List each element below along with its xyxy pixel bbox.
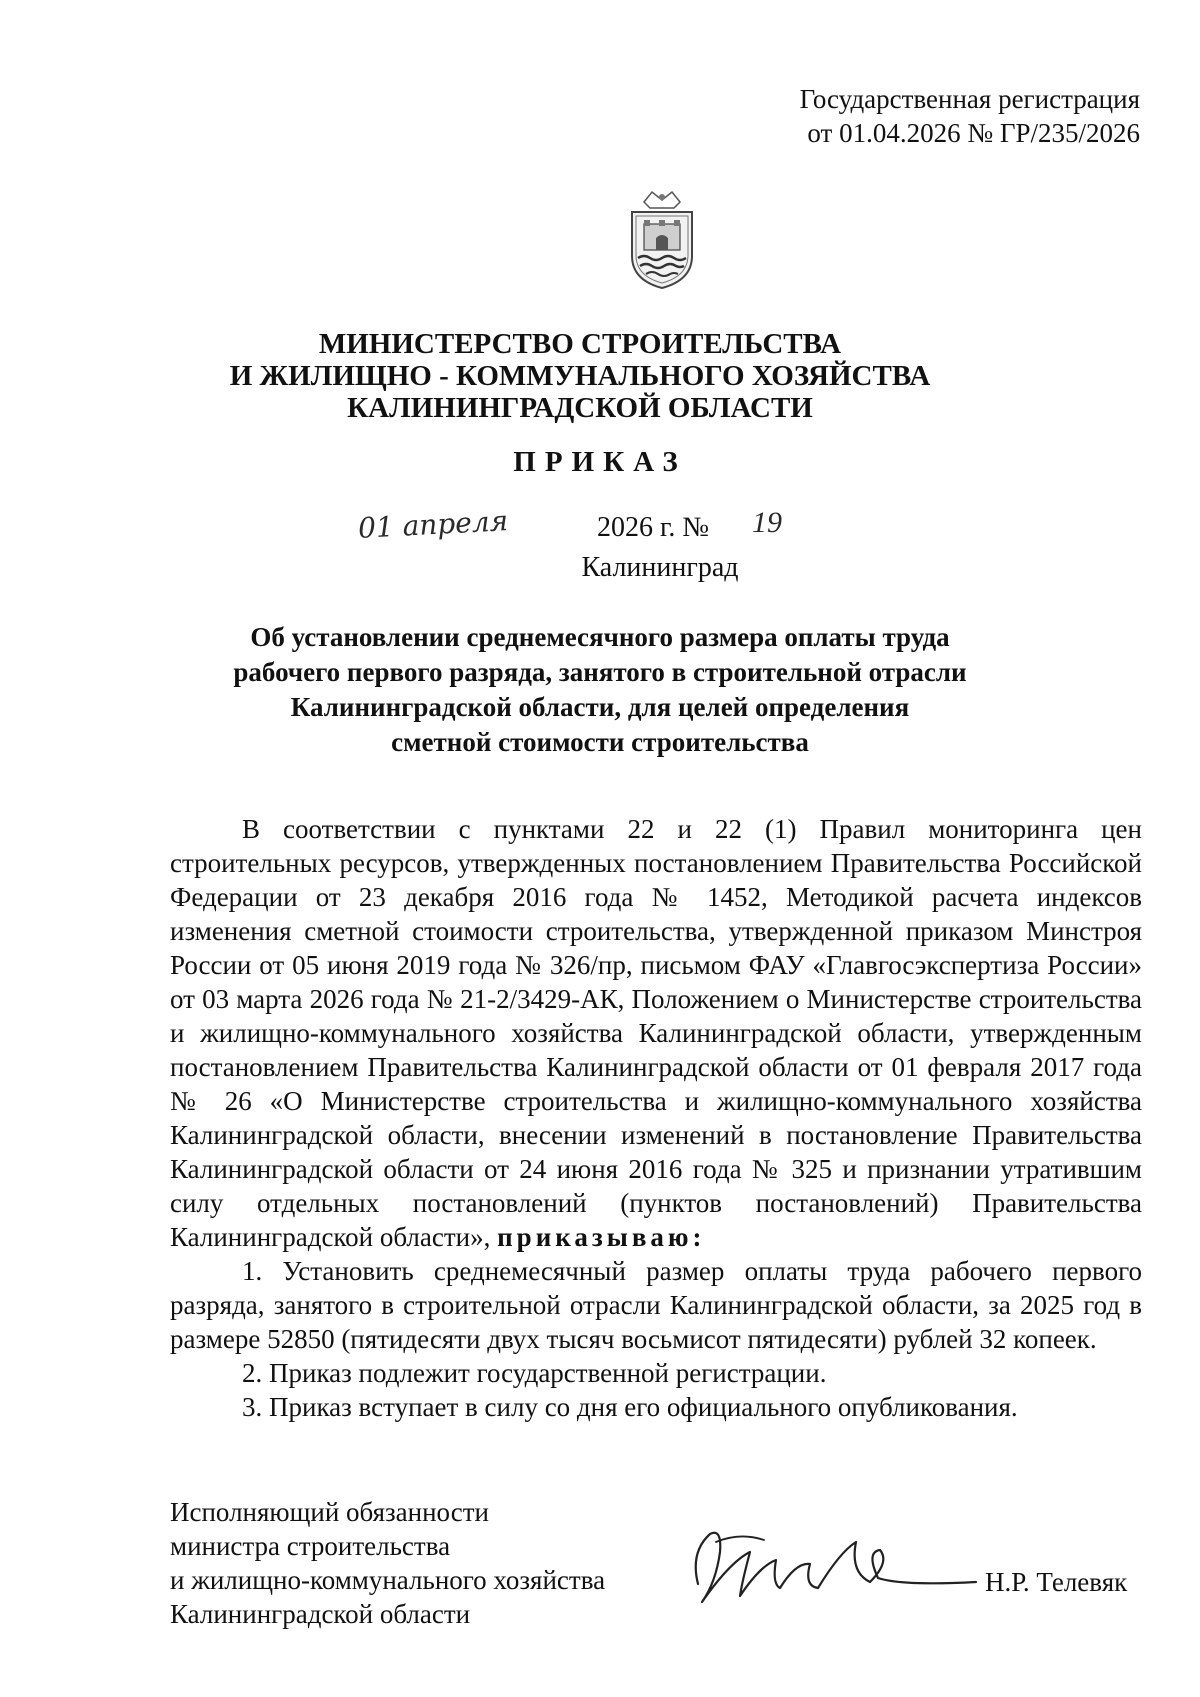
city-name: Калининград	[581, 552, 739, 583]
signer-name: Н.Р. Телевяк	[985, 1567, 1128, 1597]
coat-of-arms-icon	[622, 188, 702, 292]
year-and-number-label: 2026 г. №	[597, 512, 710, 543]
document-type-title: ПРИКАЗ	[513, 446, 687, 478]
subject-line-4: сметной стоимости строительства	[391, 727, 809, 757]
preamble-paragraph	[170, 812, 1142, 1254]
subject-line-2: рабочего первого разряда, занятого в строительной отрасли	[233, 657, 967, 687]
signer-line-2: министра строительства	[170, 1531, 451, 1561]
ministry-line-2: И ЖИЛИЩНО - КОММУНАЛЬНОГО ХОЗЯЙСТВА	[229, 360, 931, 392]
order-items-list	[170, 1254, 1142, 1424]
order-body	[170, 812, 1142, 1424]
ministry-header	[200, 328, 960, 424]
signer-line-4: Калининградской области	[170, 1599, 471, 1629]
order-item-2: 2. Приказ подлежит государственной регистрации.	[242, 1358, 827, 1388]
registration-line-2: от 01.04.2026 № ГР/235/2026	[807, 118, 1140, 148]
order-item-1: 1. Установить среднемесячный размер оплаты труда рабочего первого разряда, занятого в строительной отрасли Калининградской области, за 2025 год в размере 52850 (пятидесяти двух тысяч восьмисот пятидесяти) рублей 32 копеек.	[170, 1256, 1142, 1354]
signer-position	[170, 1495, 605, 1631]
subject-line-3: Калининградской области, для целей определения	[290, 692, 910, 722]
handwritten-order-number: 19	[752, 506, 782, 539]
order-subject	[200, 620, 1000, 760]
ministry-line-1: МИНИСТЕРСТВО СТРОИТЕЛЬСТВА	[318, 328, 842, 360]
preamble-text: В соответствии с пунктами 22 и 22 (1) Правил мониторинга цен строительных ресурсов, утвержденных постановлением Правительства Российской Федерации от 23 декабря 2016 года № 1452, Методикой расчета индексов изменения сметной стоимости строительства, утвержденной приказом Минстроя России от 05 июня 2019 года № 326/пр, письмом ФАУ «Главгосэкспертиза России» от 03 марта 2026 года № 21-2/3429-АК, Положением о Министерстве строительства и жилищно-коммунального хозяйства Калининградской области, утвержденным постановлением Правительства Калининградской области от 01 февраля 2017 года № 26 «О Министерстве строительства и жилищно-коммунального хозяйства Калининградской области, внесении изменений в постановление Правительства Калининградской области от 24 июня 2016 года № 325 и признании утратившим силу отдельных постановлений (пунктов постановлений) Правительства Калининградской области»,	[170, 814, 1142, 1252]
order-item-3: 3. Приказ вступает в силу со дня его официального опубликования.	[242, 1392, 1018, 1422]
signer-line-1: Исполняющий обязанности	[170, 1497, 489, 1527]
handwritten-signature	[680, 1522, 980, 1612]
registration-line-1: Государственная регистрация	[799, 84, 1140, 114]
signer-line-3: и жилищно-коммунального хозяйства	[170, 1565, 606, 1595]
subject-line-1: Об установлении среднемесячного размера оплаты труда	[250, 622, 950, 652]
handwritten-date: 01 апреля	[357, 504, 509, 545]
order-directive-word: приказываю:	[497, 1222, 706, 1252]
state-registration	[700, 82, 1140, 150]
ministry-line-3: КАЛИНИНГРАДСКОЙ ОБЛАСТИ	[347, 392, 813, 424]
